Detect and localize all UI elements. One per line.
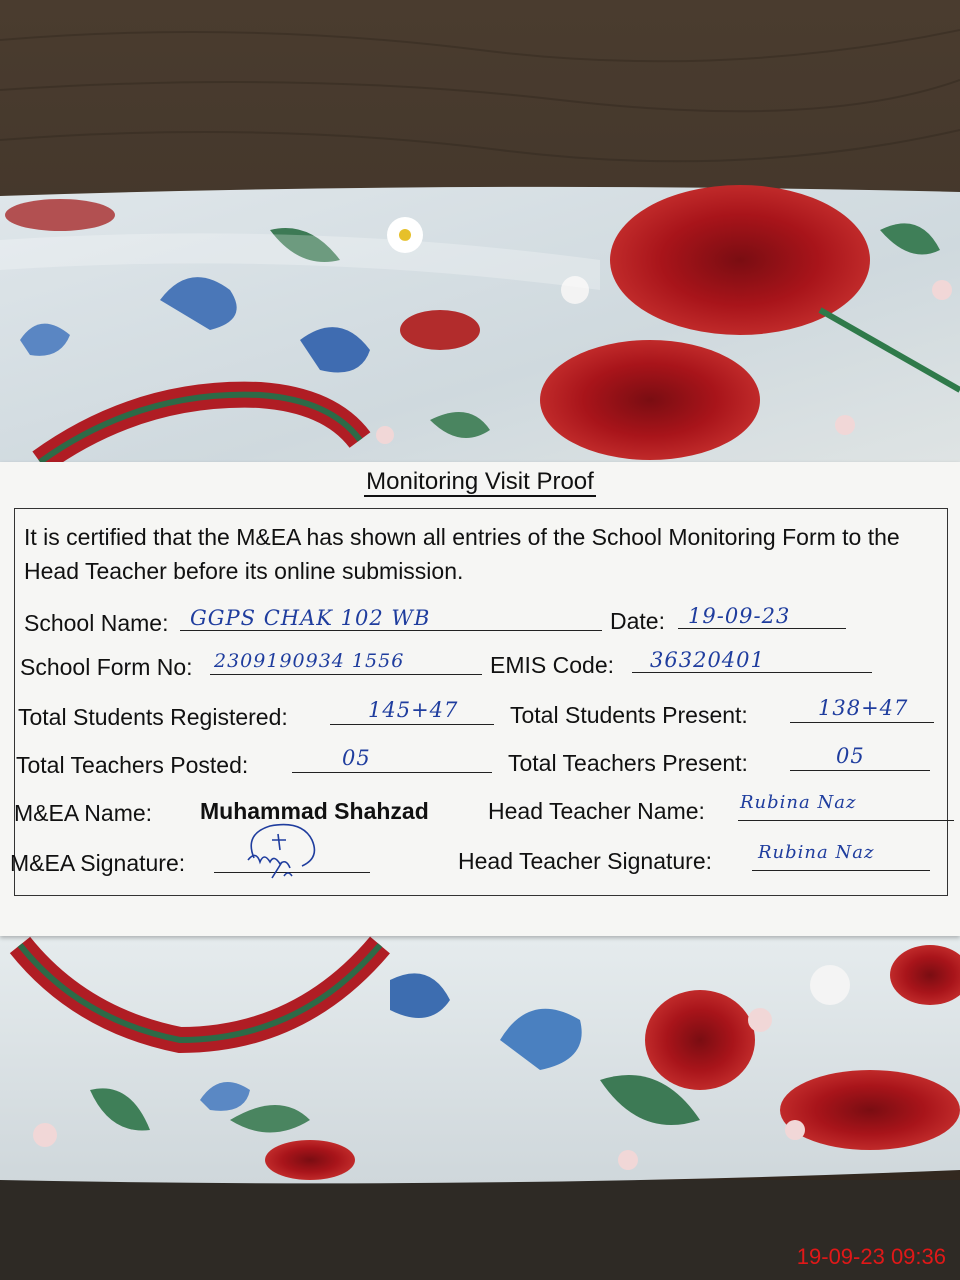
- total-students-present-value: 138+47: [818, 696, 909, 720]
- school-form-no-value: 2309190934 1556: [214, 650, 405, 672]
- school-form-no-label: School Form No:: [20, 654, 193, 680]
- blossom: [376, 426, 394, 444]
- mea-name-value: Muhammad Shahzad: [200, 798, 429, 824]
- head-teacher-signature-label: Head Teacher Signature:: [458, 848, 713, 874]
- daisy: [399, 229, 411, 241]
- total-teachers-present-label: Total Teachers Present:: [508, 750, 748, 776]
- blossom: [835, 415, 855, 435]
- total-students-registered-line: [330, 724, 494, 725]
- blossom: [748, 1008, 772, 1032]
- rose: [645, 990, 755, 1090]
- daisy: [810, 965, 850, 1005]
- date-line: [678, 628, 846, 629]
- rose: [265, 1140, 355, 1180]
- school-name-line: [180, 630, 602, 631]
- folder-bottom: [0, 930, 960, 1183]
- mea-signature-mark: [240, 814, 324, 886]
- school-name-label: School Name:: [24, 610, 169, 636]
- rose: [780, 1070, 960, 1150]
- certification-text: It is certified that the M&EA has shown all entries of the School Monitoring Form to the Head Teacher before its online submission.: [24, 524, 900, 584]
- head-teacher-signature-value: Rubina Naz: [758, 842, 875, 863]
- school-name-value: GGPS CHAK 102 WB: [190, 606, 431, 630]
- date-label: Date:: [610, 608, 665, 634]
- head-teacher-name-line: [738, 820, 954, 821]
- head-teacher-name-value: Rubina Naz: [740, 792, 857, 813]
- photo-timestamp: 19-09-23 09:36: [796, 1244, 946, 1269]
- emis-code-value: 36320401: [650, 648, 765, 672]
- blossom: [785, 1120, 805, 1140]
- blossom: [932, 280, 952, 300]
- total-students-present-line: [790, 722, 934, 723]
- blossom: [33, 1123, 57, 1147]
- school-form-no-line: [210, 674, 482, 675]
- rose: [5, 199, 115, 231]
- total-teachers-posted-line: [292, 772, 492, 773]
- mea-signature-label: M&EA Signature:: [10, 850, 186, 876]
- rose: [400, 310, 480, 350]
- rose: [610, 185, 870, 335]
- emis-code-line: [632, 672, 872, 673]
- head-teacher-signature-line: [752, 870, 930, 871]
- total-students-registered-value: 145+47: [368, 698, 459, 722]
- rose: [540, 340, 760, 460]
- monitoring-form-paper: [0, 462, 960, 936]
- emis-code-label: EMIS Code:: [490, 652, 614, 678]
- total-teachers-posted-value: 05: [342, 746, 371, 770]
- total-teachers-posted-label: Total Teachers Posted:: [16, 752, 249, 778]
- total-teachers-present-line: [790, 770, 930, 771]
- mea-name-label: M&EA Name:: [14, 800, 153, 826]
- form-title: Monitoring Visit Proof: [366, 468, 594, 495]
- total-teachers-present-value: 05: [836, 744, 865, 768]
- blossom: [618, 1150, 638, 1170]
- head-teacher-name-label: Head Teacher Name:: [488, 798, 705, 824]
- date-value: 19-09-23: [688, 604, 791, 628]
- total-students-registered-label: Total Students Registered:: [18, 704, 288, 730]
- total-students-present-label: Total Students Present:: [510, 702, 748, 728]
